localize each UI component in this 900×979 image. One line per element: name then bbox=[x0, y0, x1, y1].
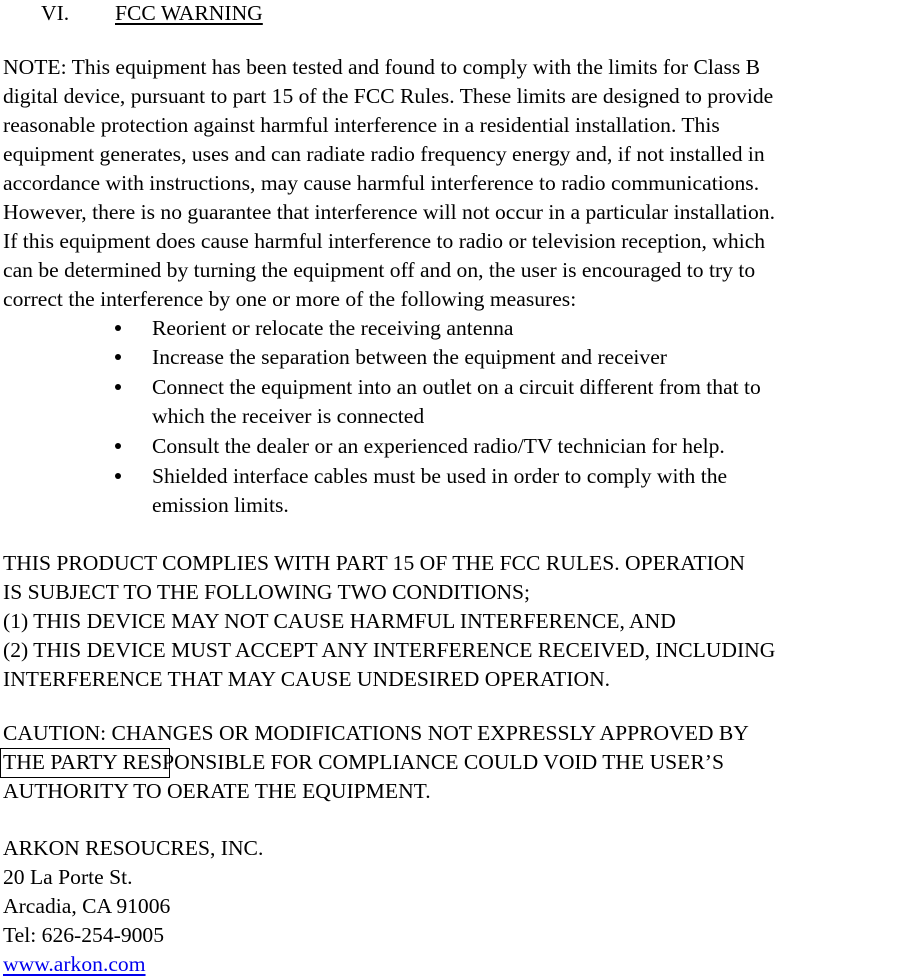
note-line: If this equipment does cause harmful interference to radio or television reception, which bbox=[3, 229, 766, 253]
compliance-line: IS SUBJECT TO THE FOLLOWING TWO CONDITIONS; bbox=[3, 580, 531, 604]
compliance-line: (2) THIS DEVICE MUST ACCEPT ANY INTERFERENCE RECEIVED, INCLUDING bbox=[3, 638, 776, 662]
company-phone: Tel: 626-254-9005 bbox=[3, 923, 165, 947]
caution-line: THE PARTY RESPONSIBLE FOR COMPLIANCE COULD VOID THE USER’S bbox=[3, 750, 724, 774]
note-line: However, there is no guarantee that interference will not occur in a particular installation. bbox=[3, 200, 775, 224]
list-item: Connect the equipment into an outlet on a circuit different from that to bbox=[152, 375, 761, 399]
note-line: reasonable protection against harmful interference in a residential installation. This bbox=[3, 113, 720, 137]
caution-line: CAUTION: CHANGES OR MODIFICATIONS NOT EXPRESSLY APPROVED BY bbox=[3, 721, 749, 745]
compliance-line: THIS PRODUCT COMPLIES WITH PART 15 OF THE FCC RULES. OPERATION bbox=[3, 551, 745, 575]
company-website-link[interactable]: www.arkon.com bbox=[3, 952, 146, 976]
list-item: Consult the dealer or an experienced radio/TV technician for help. bbox=[152, 434, 725, 458]
bullet-icon bbox=[115, 384, 121, 390]
bullet-icon bbox=[115, 443, 121, 449]
compliance-line: INTERFERENCE THAT MAY CAUSE UNDESIRED OPERATION. bbox=[3, 667, 611, 691]
note-line: accordance with instructions, may cause harmful interference to radio communications. bbox=[3, 171, 760, 195]
note-line: equipment generates, uses and can radiate radio frequency energy and, if not installed in bbox=[3, 142, 765, 166]
note-line: correct the interference by one or more of the following measures: bbox=[3, 287, 577, 311]
bullet-icon bbox=[115, 473, 121, 479]
company-name: ARKON RESOUCRES, INC. bbox=[3, 836, 264, 860]
note-line: can be determined by turning the equipment off and on, the user is encouraged to try to bbox=[3, 258, 756, 282]
bullet-icon bbox=[115, 354, 121, 360]
section-title: FCC WARNING bbox=[115, 1, 263, 25]
list-item-continuation: emission limits. bbox=[152, 493, 289, 517]
bullet-icon bbox=[115, 325, 121, 331]
company-street: 20 La Porte St. bbox=[3, 865, 133, 889]
list-item: Increase the separation between the equipment and receiver bbox=[152, 345, 667, 369]
note-line: digital device, pursuant to part 15 of the FCC Rules. These limits are designed to provide bbox=[3, 84, 774, 108]
list-item: Reorient or relocate the receiving antenna bbox=[152, 316, 514, 340]
note-line: NOTE: This equipment has been tested and found to comply with the limits for Class B bbox=[3, 55, 761, 79]
compliance-line: (1) THIS DEVICE MAY NOT CAUSE HARMFUL INTERFERENCE, AND bbox=[3, 609, 676, 633]
section-number: VI. bbox=[41, 1, 70, 25]
company-city: Arcadia, CA 91006 bbox=[3, 894, 171, 918]
list-item: Shielded interface cables must be used in order to comply with the bbox=[152, 464, 728, 488]
list-item-continuation: which the receiver is connected bbox=[152, 404, 425, 428]
caution-line: AUTHORITY TO OERATE THE EQUIPMENT. bbox=[3, 779, 431, 803]
